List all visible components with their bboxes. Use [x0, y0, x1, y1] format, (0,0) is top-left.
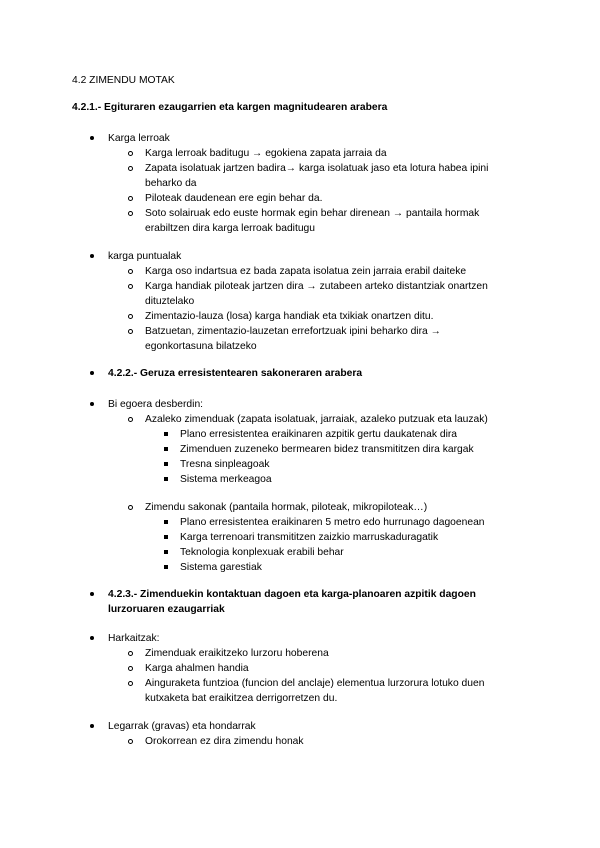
list-item: Harkaitzak:	[108, 633, 160, 644]
bullet-marker	[90, 724, 94, 728]
sub-list-item: Orokorrean ez dira zimendu honak	[145, 736, 304, 747]
square-bullet-marker	[164, 535, 168, 539]
list-item: karga puntualak	[108, 251, 182, 262]
sub-sub-list-item: Sistema merkeagoa	[180, 474, 272, 485]
sub-list-item: Azaleko zimenduak (zapata isolatuak, jarraiak, azaleko putzuak eta lauzak)	[145, 414, 488, 425]
sub-sub-list-item: Tresna sinpleagoak	[180, 459, 270, 470]
bullet-marker	[90, 254, 94, 258]
sub-bullet-marker	[128, 651, 133, 656]
page-title: 4.2 ZIMENDU MOTAK	[72, 75, 175, 86]
sub-list-item: Soto solairuak edo euste hormak egin behar direnean → pantaila hormak	[145, 208, 480, 219]
sub-bullet-marker	[128, 505, 133, 510]
sub-list-item: Karga lerroak baditugu → egokiena zapata jarraia da	[145, 148, 387, 159]
bullet-marker	[90, 371, 94, 375]
sub-bullet-marker	[128, 284, 133, 289]
list-item: Karga lerroak	[108, 133, 170, 144]
section-heading-4-2-2: 4.2.2.- Geruza erresistentearen sakoneraren arabera	[108, 368, 363, 379]
square-bullet-marker	[164, 447, 168, 451]
sub-sub-list-item: Karga terrenoari transmititzen zaizkio marruskaduragatik	[180, 532, 439, 543]
sub-sub-list-item: Zimenduen zuzeneko bermearen bidez transmititzen dira kargak	[180, 444, 474, 455]
sub-bullet-marker	[128, 269, 133, 274]
sub-bullet-marker	[128, 329, 133, 334]
sub-bullet-marker	[128, 314, 133, 319]
sub-list-item: Ainguraketa funtzioa (funcion del anclaje) elementua lurzorura lotuko duen	[145, 678, 485, 689]
square-bullet-marker	[164, 477, 168, 481]
section-heading-4-2-1: 4.2.1.- Egituraren ezaugarrien eta kargen magnitudearen arabera	[72, 102, 388, 113]
square-bullet-marker	[164, 520, 168, 524]
sub-sub-list-item: Plano erresistentea eraikinaren 5 metro edo hurrunago dagoenean	[180, 517, 485, 528]
sub-list-item: Batzuetan, zimentazio-lauzetan errefortzuak ipini beharko dira →	[145, 326, 441, 337]
sub-bullet-marker	[128, 681, 133, 686]
sub-list-item: Piloteak daudenean ere egin behar da.	[145, 193, 323, 204]
list-item: Legarrak (gravas) eta hondarrak	[108, 721, 256, 732]
bullet-marker	[90, 592, 94, 596]
sub-list-item: Karga oso indartsua ez bada zapata isolatua zein jarraia erabil daiteke	[145, 266, 467, 277]
sub-bullet-marker	[128, 211, 133, 216]
bullet-marker	[90, 136, 94, 140]
section-heading-4-2-3-continuation: lurzoruaren ezaugarriak	[108, 604, 225, 615]
sub-bullet-marker	[128, 151, 133, 156]
sub-list-item: Karga ahalmen handia	[145, 663, 249, 674]
bullet-marker	[90, 636, 94, 640]
square-bullet-marker	[164, 565, 168, 569]
sub-list-item: Zimenduak eraikitzeko lurzoru hoberena	[145, 648, 329, 659]
sub-sub-list-item: Sistema garestiak	[180, 562, 262, 573]
sub-list-item-continuation: beharko da	[145, 178, 197, 189]
square-bullet-marker	[164, 432, 168, 436]
sub-sub-list-item: Plano erresistentea eraikinaren azpitik gertu daukatenak dira	[180, 429, 458, 440]
sub-list-item: Zimentazio-lauza (losa) karga handiak eta txikiak onartzen ditu.	[145, 311, 434, 322]
sub-list-item: Zapata isolatuak jartzen badira→ karga isolatuak jaso eta lotura habea ipini	[145, 163, 489, 174]
sub-bullet-marker	[128, 166, 133, 171]
sub-bullet-marker	[128, 666, 133, 671]
sub-list-item: Zimendu sakonak (pantaila hormak, piloteak, mikropiloteak…)	[145, 502, 428, 513]
sub-list-item-continuation: kutxaketa bat eraikitzea derrigorretzen du.	[145, 693, 338, 704]
sub-list-item-continuation: egonkortasuna bilatzeko	[145, 341, 257, 352]
sub-list-item-continuation: erabiltzen dira karga lerroak baditugu	[145, 223, 315, 234]
section-heading-4-2-3: 4.2.3.- Zimenduekin kontaktuan dagoen eta karga-planoaren azpitik dagoen	[108, 589, 476, 600]
sub-bullet-marker	[128, 196, 133, 201]
sub-bullet-marker	[128, 739, 133, 744]
bullet-marker	[90, 402, 94, 406]
sub-list-item-continuation: dituztelako	[145, 296, 195, 307]
square-bullet-marker	[164, 462, 168, 466]
sub-sub-list-item: Teknologia konplexuak erabili behar	[180, 547, 344, 558]
square-bullet-marker	[164, 550, 168, 554]
sub-list-item: Karga handiak piloteak jartzen dira → zutabeen arteko distantziak onartzen	[145, 281, 488, 292]
sub-bullet-marker	[128, 417, 133, 422]
list-item: Bi egoera desberdin:	[108, 399, 204, 410]
